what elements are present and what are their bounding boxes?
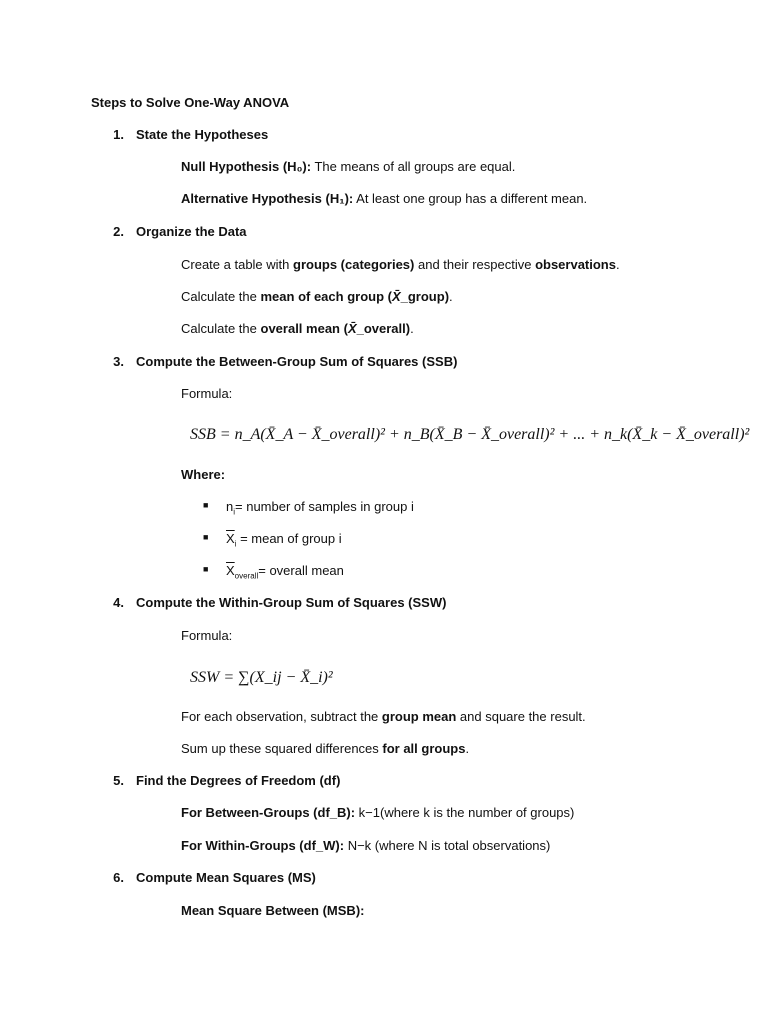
organize-line-1: Create a table with groups (categories) and their respective observations.	[181, 257, 620, 272]
df-within: For Within-Groups (df_W): N−k (where N is total observations)	[181, 838, 551, 853]
step-number: 2.	[113, 224, 124, 239]
organize-line-3: Calculate the overall mean (X̄_overall).	[181, 321, 414, 336]
where-label: Where:	[181, 467, 226, 482]
step-heading: State the Hypotheses	[136, 127, 269, 142]
organize-line-2: Calculate the mean of each group (X̄_group).	[181, 289, 453, 304]
bullet-square-icon: ■	[203, 564, 209, 574]
ssw-line-1: For each observation, subtract the group mean and square the result.	[181, 709, 586, 724]
step-heading: Organize the Data	[136, 224, 247, 239]
step-number: 4.	[113, 595, 124, 610]
formula-label: Formula:	[181, 386, 233, 401]
alternative-hypothesis: Alternative Hypothesis (H₁): At least one group has a different mean.	[181, 191, 588, 206]
bullet-square-icon: ■	[203, 500, 209, 510]
document-title: Steps to Solve One-Way ANOVA	[91, 95, 290, 110]
msb-label: Mean Square Between (MSB):	[181, 903, 365, 918]
step-heading: Compute the Within-Group Sum of Squares (SSW)	[136, 595, 447, 610]
ssw-line-2: Sum up these squared differences for all groups.	[181, 741, 470, 756]
ssw-formula: SSW = ∑(X_ij − X̄_i)²	[190, 669, 333, 686]
step-heading: Compute the Between-Group Sum of Squares (SSB)	[136, 354, 458, 369]
step-number: 1.	[113, 127, 124, 142]
bullet-square-icon: ■	[203, 532, 209, 542]
step-number: 6.	[113, 870, 124, 885]
step-heading: Compute Mean Squares (MS)	[136, 870, 316, 885]
df-between: For Between-Groups (df_B): k−1(where k is the number of groups)	[181, 805, 575, 820]
null-hypothesis: Null Hypothesis (H₀): The means of all groups are equal.	[181, 159, 516, 174]
step-heading: Find the Degrees of Freedom (df)	[136, 773, 341, 788]
step-number: 5.	[113, 773, 124, 788]
formula-label: Formula:	[181, 628, 233, 643]
ssb-formula: SSB = n_A(X̄_A − X̄_overall)² + n_B(X̄_B − X̄_overall)² + ... + n_k(X̄_k − X̄_overall)²	[190, 426, 750, 443]
step-number: 3.	[113, 354, 124, 369]
